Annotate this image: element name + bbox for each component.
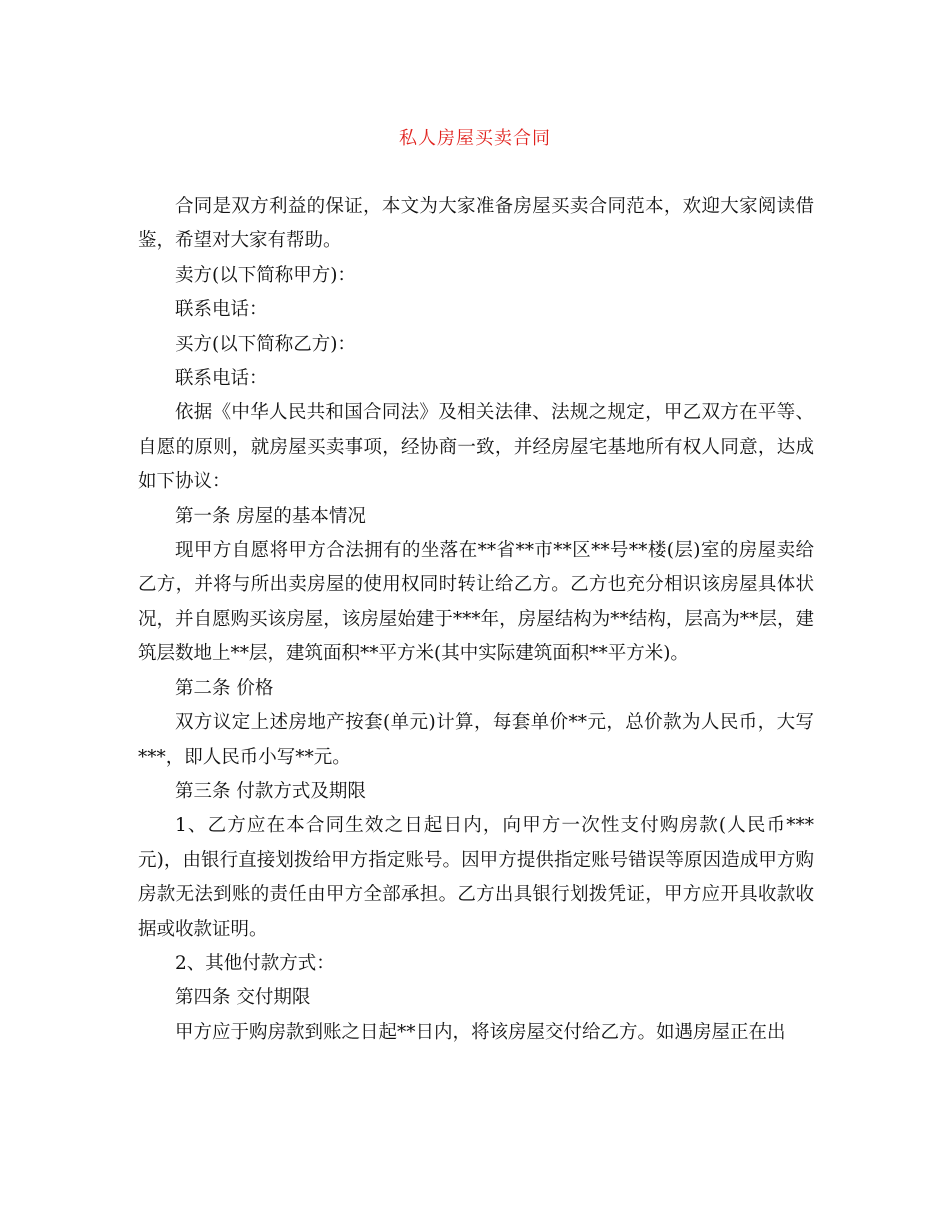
article-2-heading: 第二条 价格 bbox=[175, 677, 274, 699]
seller-phone-label: 联系电话： bbox=[175, 299, 268, 321]
article-2-paragraph: 双方议定上述房地产按套(单元)计算，每套单价**元，总价款为人民币，大写***，即人民币小写**元。 bbox=[138, 712, 814, 768]
document-title: 私人房屋买卖合同 bbox=[399, 128, 551, 149]
legal-basis-paragraph: 依据《中华人民共和国合同法》及相关法律、法规之规定，甲乙双方在平等、自愿的原则，就房屋买卖事项，经协商一致，并经房屋宅基地所有权人同意，达成如下协议： bbox=[138, 402, 814, 493]
intro-paragraph: 合同是双方利益的保证，本文为大家准备房屋买卖合同范本，欢迎大家阅读借鉴，希望对大家有帮助。 bbox=[138, 196, 814, 252]
article-3-item-2: 2、其他付款方式： bbox=[175, 952, 335, 974]
buyer-label: 买方(以下简称乙方)： bbox=[175, 333, 356, 355]
article-3-item-1: 1、乙方应在本合同生效之日起日内，向甲方一次性支付购房款(人民币***元)，由银行直接划拨给甲方指定账号。因甲方提供指定账号错误等原因造成甲方购房款无法到账的责任由甲方全部承担。乙方出具银行划拨凭证，甲方应开具收款收据或收款证明。 bbox=[138, 815, 814, 940]
article-4-paragraph: 甲方应于购房款到账之日起**日内，将该房屋交付给乙方。如遇房屋正在出 bbox=[175, 1021, 786, 1043]
buyer-phone-label: 联系电话： bbox=[175, 368, 268, 390]
document-body bbox=[138, 190, 814, 1050]
article-1-heading: 第一条 房屋的基本情况 bbox=[175, 505, 366, 527]
article-4-heading: 第四条 交付期限 bbox=[175, 987, 311, 1009]
article-3-heading: 第三条 付款方式及期限 bbox=[175, 780, 366, 802]
seller-label: 卖方(以下简称甲方)： bbox=[175, 264, 356, 286]
article-1-paragraph: 现甲方自愿将甲方合法拥有的坐落在**省**市**区**号**楼(层)室的房屋卖给乙方，并将与所出卖房屋的使用权同时转让给乙方。乙方也充分相识该房屋具体状况，并自愿购买该房屋，该房屋始建于***年，房屋结构为**结构，层高为**层，建筑层数地上**层，建筑面积**平方米(其中实际建筑面积**平方米)。 bbox=[138, 540, 814, 665]
